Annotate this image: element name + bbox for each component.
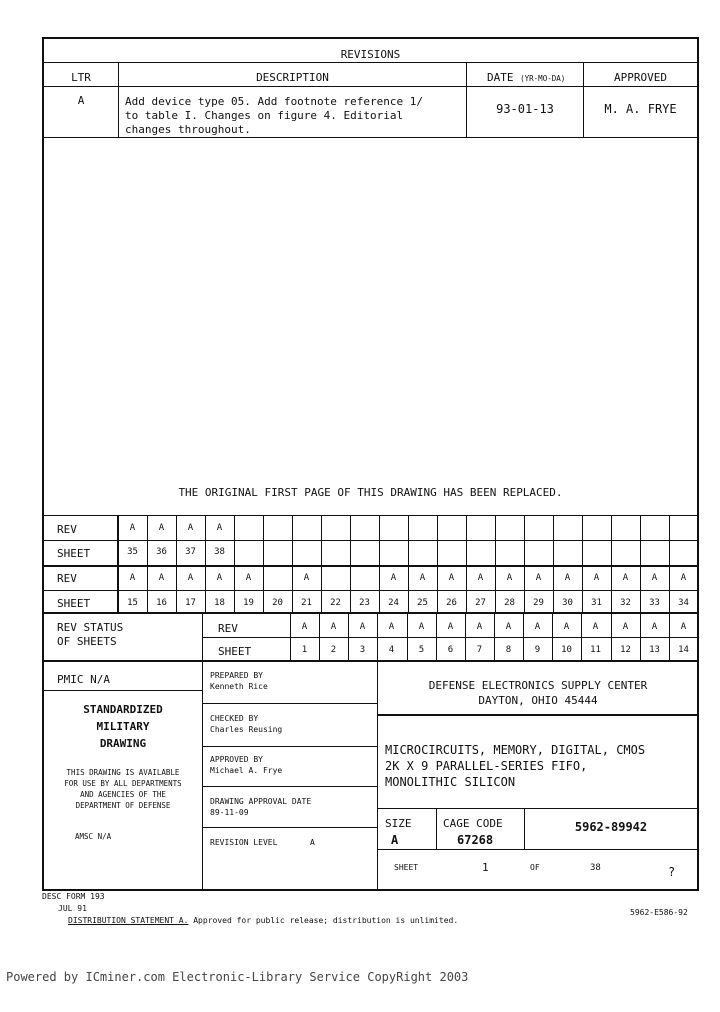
rev-row-desc-line-2: to table I. Changes on figure 4. Editorial [125, 109, 404, 122]
status-rev-cell: A [592, 622, 599, 632]
table2-rev-cell: A [129, 573, 136, 583]
status-rev-cell: A [505, 622, 512, 632]
title-line-2: 2K X 9 PARALLEL-SERIES FIFO, [385, 759, 588, 773]
table2-sheet-cell: 19 [243, 598, 254, 608]
status-rev-cell: A [680, 622, 687, 632]
distribution [68, 916, 458, 925]
table2-rev-cell: A [680, 573, 687, 583]
table2-sheet-cell: 22 [330, 598, 341, 608]
status-sheet-cell: 1 [301, 645, 308, 655]
amsc: AMSC N/A [75, 832, 112, 841]
status-rev-cell: A [476, 622, 483, 632]
table1-rev-label: REV [57, 523, 77, 536]
table2-sheet-cell: 25 [417, 598, 428, 608]
status-rev-cell: A [388, 622, 395, 632]
agency-line-1: DEFENSE ELECTRONICS SUPPLY CENTER [428, 679, 648, 692]
rev-row-desc-line-1: Add device type 05. Add footnote reference 1/ [125, 95, 424, 108]
status-sheet-cell: 5 [418, 645, 425, 655]
rev-status-sheet-label: SHEET [218, 645, 252, 658]
rev-status-label-1: REV STATUS [57, 621, 124, 634]
approval-date-value: 89-11-09 [210, 808, 249, 817]
table2-sheet-cell: 15 [127, 598, 138, 608]
status-sheet-cell: 9 [534, 645, 541, 655]
header-description: DESCRIPTION [256, 71, 329, 84]
size-value: A [391, 833, 399, 847]
table2-sheet-cell: 28 [504, 598, 515, 608]
frame-top [42, 37, 698, 39]
distribution-label: DISTRIBUTION STATEMENT A. [68, 916, 189, 925]
standard-avail-2: FOR USE BY ALL DEPARTMENTS [64, 779, 182, 788]
prepared-name: Kenneth Rice [210, 682, 268, 691]
status-sheet-cell: 2 [330, 645, 337, 655]
status-rev-cell: A [534, 622, 541, 632]
standard-line-3: DRAWING [99, 737, 147, 750]
status-rev-cell: A [301, 622, 308, 632]
status-sheet-cell: 8 [505, 645, 512, 655]
status-sheet-cell: 14 [678, 645, 689, 655]
header-date [487, 71, 565, 84]
status-rev-cell: A [418, 622, 425, 632]
header-date-label: DATE [487, 71, 514, 84]
title-line-3: MONOLITHIC SILICON [385, 775, 516, 789]
status-rev-cell: A [622, 622, 629, 632]
table2-sheet-label: SHEET [57, 597, 91, 610]
rev-row-approved: M. A. FRYE [604, 102, 677, 116]
table2-rev-cell: A [303, 573, 310, 583]
status-rev-cell: A [359, 622, 366, 632]
size-label: SIZE [385, 817, 412, 830]
table2-rev-cell: A [535, 573, 542, 583]
table2-sheet-cell: 31 [591, 598, 602, 608]
table2-rev-label: REV [57, 572, 77, 585]
status-rev-cell: A [563, 622, 570, 632]
rev-status-label-2: OF SHEETS [57, 635, 117, 648]
doc-code: 5962-E586-92 [630, 908, 688, 917]
table2-sheet-cell: 18 [214, 598, 225, 608]
table1-sheet-label: SHEET [57, 547, 91, 560]
table2-rev-cell: A [506, 573, 513, 583]
sheet-number: 1 [482, 861, 489, 874]
table2-rev-cell: A [651, 573, 658, 583]
table2-sheet-cell: 21 [301, 598, 312, 608]
frame-left [42, 37, 44, 890]
revisions-title: REVISIONS [340, 48, 401, 61]
form-line-2: JUL 91 [58, 904, 87, 913]
table2-rev-cell: A [448, 573, 455, 583]
rev-row-desc-line-3: changes throughout. [125, 123, 251, 136]
standard-line-1: STANDARDIZED [83, 703, 163, 716]
status-sheet-cell: 12 [620, 645, 631, 655]
revision-level-value: A [310, 838, 315, 847]
approved-by-label: APPROVED BY [210, 755, 263, 764]
revision-level-label: REVISION LEVEL [210, 838, 278, 847]
header-date-format: (YR-MO-DA) [520, 74, 566, 83]
table2-rev-cell: A [390, 573, 397, 583]
table1-rev-cell: A [216, 523, 223, 533]
table2-sheet-cell: 16 [156, 598, 167, 608]
status-sheet-cell: 7 [476, 645, 483, 655]
cage-label: CAGE CODE [443, 817, 503, 830]
status-sheet-cell: 11 [590, 645, 601, 655]
table2-sheet-cell: 27 [475, 598, 486, 608]
dwg-number: 5962-89942 [574, 820, 648, 834]
table2-rev-cell: A [419, 573, 426, 583]
table2-sheet-cell: 26 [446, 598, 457, 608]
table2-sheet-cell: 17 [185, 598, 196, 608]
rev-status-rev-label: REV [218, 622, 238, 635]
pmic: PMIC N/A [57, 673, 110, 686]
table2-rev-cell: A [216, 573, 223, 583]
standard-avail-4: DEPARTMENT OF DEFENSE [75, 801, 171, 810]
grid-col-line [698, 515, 699, 614]
table2-rev-cell: A [187, 573, 194, 583]
table2-rev-cell: A [622, 573, 629, 583]
prepared-label: PREPARED BY [210, 671, 263, 680]
standard-avail-3: AND AGENCIES OF THE [80, 790, 166, 799]
table2-sheet-cell: 23 [359, 598, 370, 608]
footer-copyright: Powered by ICminer.com Electronic-Library Service CopyRight 2003 [6, 970, 469, 984]
table2-rev-cell: A [245, 573, 252, 583]
table2-sheet-cell: 29 [533, 598, 544, 608]
standard-line-2: MILITARY [96, 720, 150, 733]
rev-row-ltr: A [77, 94, 85, 107]
table1-rev-cell: A [187, 523, 194, 533]
sheet-total: 38 [590, 863, 601, 873]
table2-sheet-cell: 32 [620, 598, 631, 608]
table1-rev-cell: A [129, 523, 136, 533]
status-rev-cell: A [651, 622, 658, 632]
form-line-1: DESC FORM 193 [42, 892, 105, 901]
frame-bottom [42, 889, 699, 891]
checked-label: CHECKED BY [210, 714, 259, 723]
header-ltr: LTR [71, 71, 91, 84]
sheet-label: SHEET [394, 863, 419, 872]
table2-rev-cell: A [158, 573, 165, 583]
agency-line-2: DAYTON, OHIO 45444 [478, 694, 598, 707]
sheet-of-label: OF [530, 863, 540, 872]
table1-sheet-cell: 35 [127, 547, 138, 557]
status-sheet-cell: 4 [388, 645, 395, 655]
status-sheet-cell: 6 [447, 645, 454, 655]
table1-sheet-cell: 38 [214, 547, 225, 557]
replaced-notice: THE ORIGINAL FIRST PAGE OF THIS DRAWING HAS BEEN REPLACED. [178, 486, 563, 499]
table2-rev-cell: A [477, 573, 484, 583]
title-line-1: MICROCIRCUITS, MEMORY, DIGITAL, CMOS [385, 743, 646, 757]
status-rev-cell: A [447, 622, 454, 632]
table1-sheet-cell: 37 [185, 547, 196, 557]
rev-row-date: 93-01-13 [496, 102, 554, 116]
frame-right [697, 37, 699, 890]
approved-by-name: Michael A. Frye [210, 766, 283, 775]
standard-avail-1: THIS DRAWING IS AVAILABLE [66, 768, 180, 777]
status-sheet-cell: 13 [649, 645, 660, 655]
status-sheet-cell: 3 [359, 645, 366, 655]
table2-sheet-cell: 20 [272, 598, 283, 608]
table1-sheet-cell: 36 [156, 547, 167, 557]
status-sheet-cell: 10 [561, 645, 572, 655]
header-approved: APPROVED [614, 71, 667, 84]
table2-sheet-cell: 24 [388, 598, 399, 608]
table1-rev-cell: A [158, 523, 165, 533]
status-col-line [698, 614, 699, 662]
table2-rev-cell: A [564, 573, 571, 583]
table2-sheet-cell: 34 [678, 598, 689, 608]
checked-name: Charles Reusing [210, 725, 283, 734]
status-rev-cell: A [330, 622, 337, 632]
approval-date-label: DRAWING APPROVAL DATE [210, 797, 312, 806]
table2-sheet-cell: 33 [649, 598, 660, 608]
distribution-text: Approved for public release; distribution is unlimited. [188, 916, 459, 925]
table2-rev-cell: A [593, 573, 600, 583]
cage-value: 67268 [457, 833, 494, 847]
table2-sheet-cell: 30 [562, 598, 573, 608]
sheet-mark: ? [668, 865, 676, 879]
